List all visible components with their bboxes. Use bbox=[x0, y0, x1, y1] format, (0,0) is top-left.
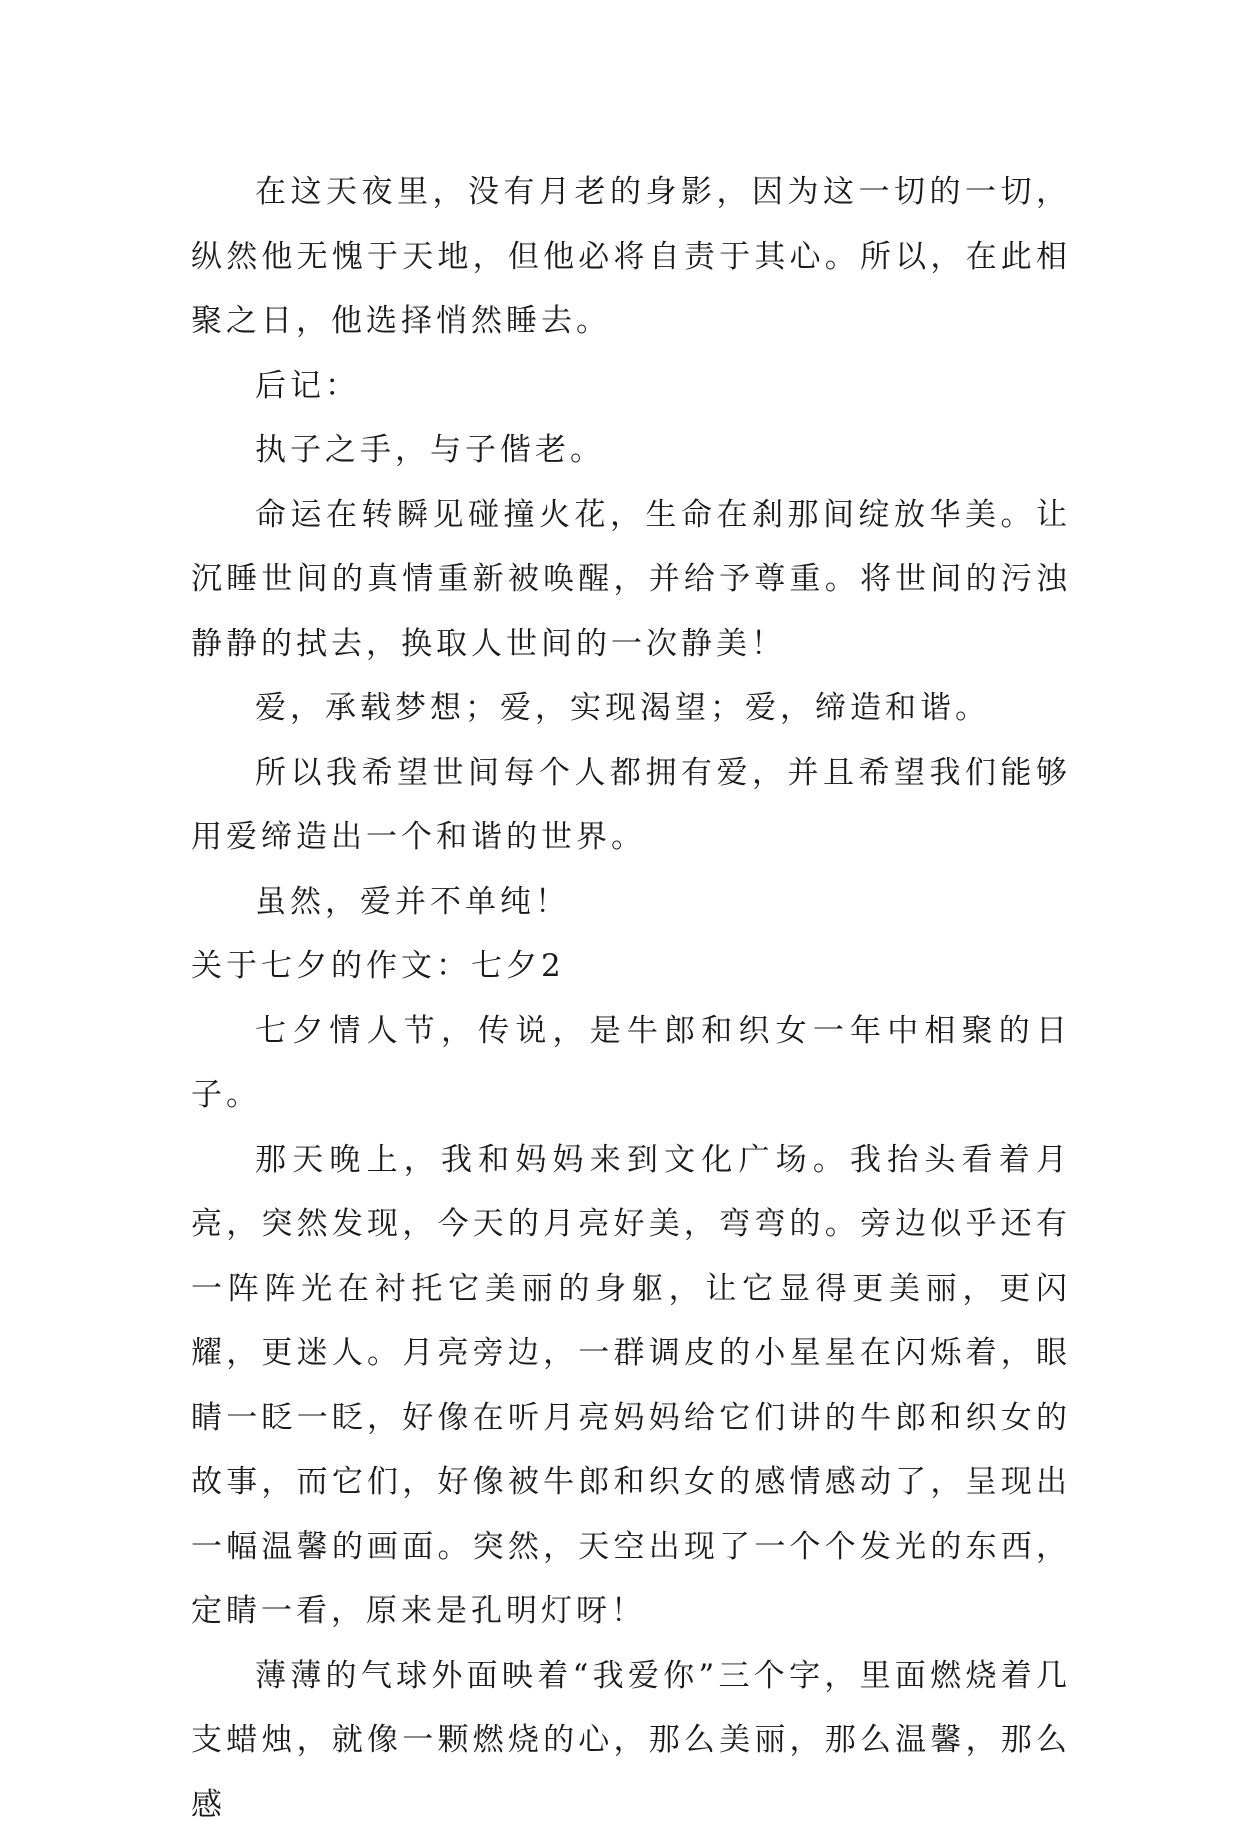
paragraph-that-night: 那天晚上，我和妈妈来到文化广场。我抬头看着月亮，突然发现，今天的月亮好美，弯弯的。旁边似乎还有一阵阵光在衬托它美丽的身躯，让它显得更美丽，更闪耀，更迷人。月亮旁边，一群调皮的小星星在闪烁着，眼睛一眨一眨，好像在听月亮妈妈给它们讲的牛郎和织女的故事，而它们，好像被牛郎和织女的感情感动了，呈现出一幅温馨的画面。突然，天空出现了一个个发光的东西，定睛一看，原来是孔明灯呀！ bbox=[191, 1128, 1071, 1644]
section-heading: 关于七夕的作文：七夕2 bbox=[191, 934, 1071, 999]
paragraph-love-triad: 爱，承载梦想；爱，实现渴望；爱，缔造和谐。 bbox=[191, 676, 1071, 741]
paragraph-love-not-simple: 虽然，爱并不单纯！ bbox=[191, 870, 1071, 935]
document-body bbox=[191, 160, 1071, 1837]
paragraph-hope: 所以我希望世间每个人都拥有爱，并且希望我们能够用爱缔造出一个和谐的世界。 bbox=[191, 741, 1071, 870]
paragraph-postscript-label: 后记： bbox=[191, 354, 1071, 419]
paragraph-qixi-intro: 七夕情人节，传说，是牛郎和织女一年中相聚的日子。 bbox=[191, 999, 1071, 1128]
paragraph-moon-elder: 在这天夜里，没有月老的身影，因为这一切的一切，纵然他无愧于天地，但他必将自责于其心。所以，在此相聚之日，他选择悄然睡去。 bbox=[191, 160, 1071, 354]
paragraph-hold-hands: 执子之手，与子偕老。 bbox=[191, 418, 1071, 483]
paragraph-fate: 命运在转瞬见碰撞火花，生命在刹那间绽放华美。让沉睡世间的真情重新被唤醒，并给予尊重。将世间的污浊静静的拭去，换取人世间的一次静美！ bbox=[191, 483, 1071, 677]
paragraph-balloon: 薄薄的气球外面映着“我爱你”三个字，里面燃烧着几支蜡烛，就像一颗燃烧的心，那么美丽，那么温馨，那么感 bbox=[191, 1644, 1071, 1837]
